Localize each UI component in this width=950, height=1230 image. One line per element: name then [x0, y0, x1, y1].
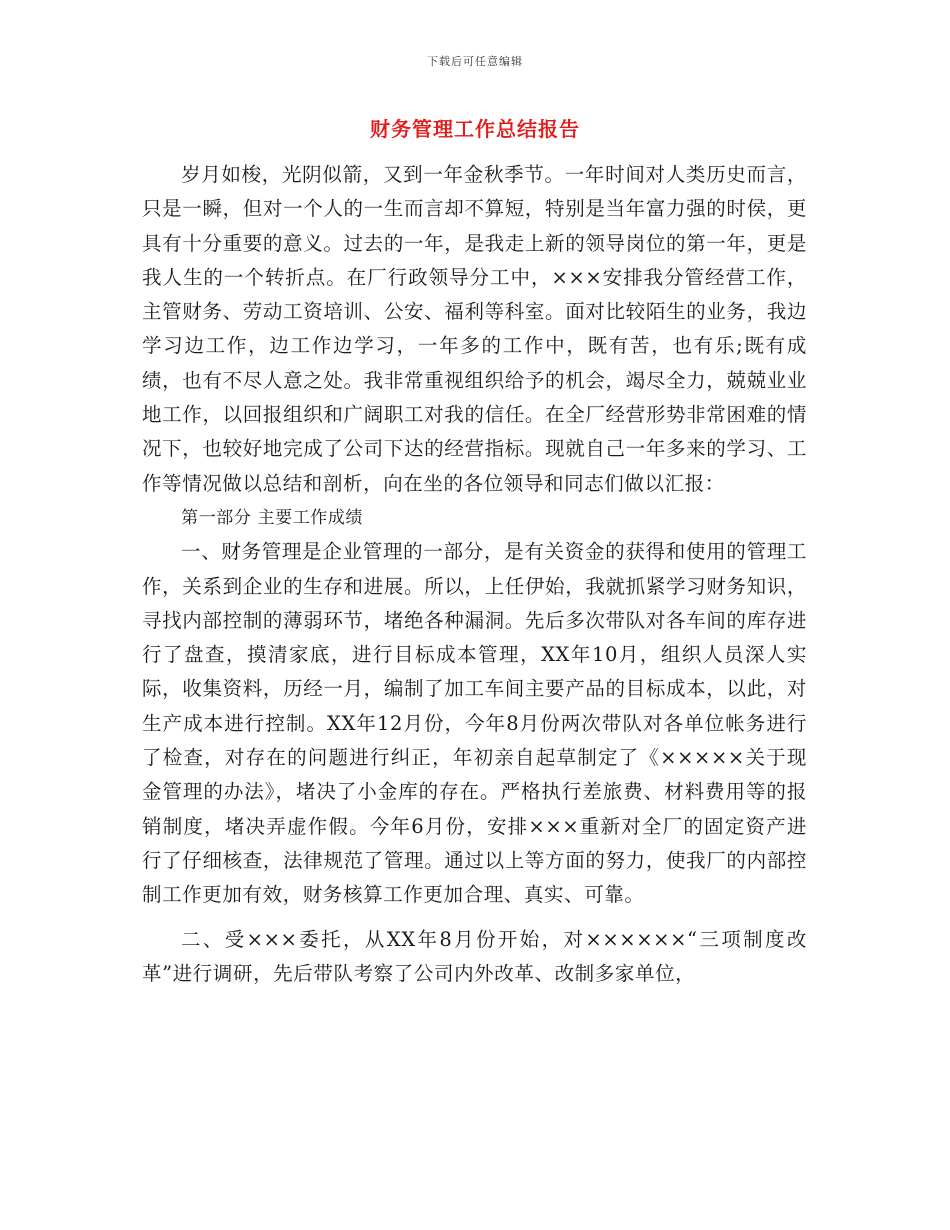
paragraph-three-reforms: 二、受×××委托，从XX年8月份开始，对××××××“三项制度改革”进行调研，先后带队考察了公司内外改革、改制多家单位，	[142, 927, 807, 985]
intro-paragraph: 岁月如梭，光阴似箭，又到一年金秋季节。一年时间对人类历史而言，只是一瞬，但对一个人的一生而言却不算短，特别是当年富力强的时侯，更具有十分重要的意义。过去的一年，是我走上新的领导岗位的第一年，更是我人生的一个转折点。在厂行政领导分工中，×××安排我分管经营工作，主管财务、劳动工资培训、公安、福利等科室。面对比较陌生的业务，我边学习边工作，边工作边学习，一年多的工作中，既有苦，也有乐;既有成绩，也有不尽人意之处。我非常重视组织给予的机会，竭尽全力，兢兢业业地工作，以回报组织和广阔职工对我的信任。在全厂经营形势非常困难的情况下，也较好地完成了公司下达的经营指标。现就自己一年多来的学习、工作等情况做以总结和剖析，向在坐的各位领导和同志们做以汇报：	[142, 163, 807, 495]
page-header-note: 下载后可任意编辑	[427, 55, 523, 68]
paragraph-financial-management: 一、财务管理是企业管理的一部分，是有关资金的获得和使用的管理工作，关系到企业的生存和进展。所以，上任伊始，我就抓紧学习财务知识，寻找内部控制的薄弱环节，堵绝各种漏洞。先后多次带队对各车间的库存进行了盘查，摸清家底，进行目标成本管理，XX年10月，组织人员深人实际，收集资料，历经一月，编制了加工车间主要产品的目标成本，以此，对生产成本进行控制。XX年12月份，今年8月份两次带队对各单位帐务进行了检查，对存在的问题进行纠正，年初亲自起草制定了《×××××关于现金管理的办法》，堵决了小金库的存在。严格执行差旅费、材料费用等的报销制度，堵决弄虚作假。今年6月份，安排×××重新对全厂的固定资产进行了仔细核查，法律规范了管理。通过以上等方面的努力，使我厂的内部控制工作更加有效，财务核算工作更加合理、真实、可靠。	[142, 540, 807, 907]
document-body	[142, 158, 807, 991]
document-title: 财务管理工作总结报告	[370, 117, 580, 141]
section-heading: 第一部分 主要工作成绩	[181, 507, 364, 528]
